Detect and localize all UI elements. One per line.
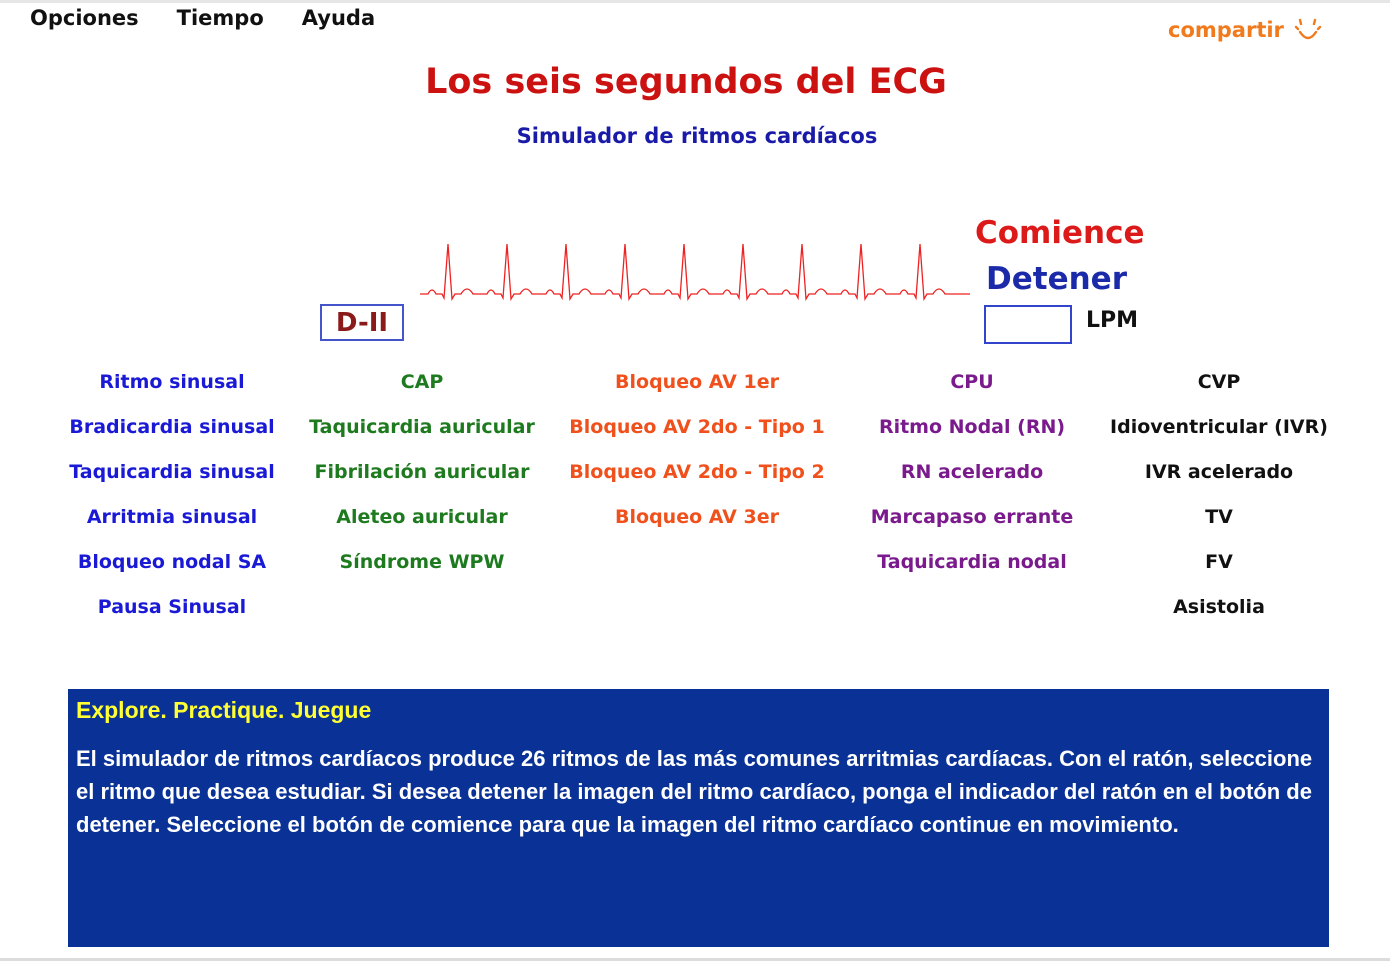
rhythm-arritmia-sinusal[interactable]: Arritmia sinusal	[86, 506, 258, 528]
rhythm-bloqueo-av-2do-tipo-2[interactable]: Bloqueo AV 2do - Tipo 2	[569, 461, 825, 483]
sinus-rhythms-column	[66, 366, 278, 636]
menu-bar	[30, 6, 375, 36]
info-body: El simulador de ritmos cardíacos produce 26 ritmos de las más comunes arritmias cardíacas. Con el ratón, seleccione el ritmo que desea estudiar. Si desea detener la imagen del ritmo cardíaco, ponga el indicador del ratón en el botón de detener. Seleccione el botón de comience para que la imagen del ritmo cardíaco continue en movimiento.	[76, 746, 1313, 837]
rhythm-bloqueo-av-1er[interactable]: Bloqueo AV 1er	[615, 371, 779, 393]
rhythm-fibrilacion-auricular[interactable]: Fibrilación auricular	[314, 461, 530, 483]
start-button[interactable]: Comience	[975, 215, 1145, 251]
page-title: Los seis segundos del ECG	[425, 62, 947, 102]
rhythm-fv[interactable]: FV	[1205, 551, 1233, 573]
rhythm-idioventricular[interactable]: Idioventricular (IVR)	[1110, 416, 1328, 438]
rhythm-cap[interactable]: CAP	[400, 371, 444, 393]
rhythm-taquicardia-auricular[interactable]: Taquicardia auricular	[309, 416, 535, 438]
rhythm-marcapaso-errante[interactable]: Marcapaso errante	[870, 506, 1074, 528]
rhythm-sindrome-wpw[interactable]: Síndrome WPW	[339, 551, 505, 573]
rhythm-ivr-acelerado[interactable]: IVR acelerado	[1144, 461, 1294, 483]
info-panel	[68, 689, 1329, 947]
rhythm-asistolia[interactable]: Asistolia	[1173, 596, 1265, 618]
bpm-unit-label: LPM	[1086, 308, 1139, 333]
ecg-trace	[420, 236, 970, 306]
share-label: compartir	[1168, 18, 1284, 42]
rhythm-ritmo-nodal[interactable]: Ritmo Nodal (RN)	[878, 416, 1066, 438]
rhythm-bloqueo-av-3er[interactable]: Bloqueo AV 3er	[615, 506, 779, 528]
rhythm-rn-acelerado[interactable]: RN acelerado	[900, 461, 1044, 483]
rhythm-bloqueo-av-2do-tipo-1[interactable]: Bloqueo AV 2do - Tipo 1	[569, 416, 825, 438]
menu-ayuda[interactable]: Ayuda	[301, 6, 376, 30]
rhythm-bloqueo-nodal-sa[interactable]: Bloqueo nodal SA	[77, 551, 267, 573]
atrial-rhythms-column	[306, 366, 538, 591]
junctional-rhythms-column	[866, 366, 1078, 591]
smiley-face-icon	[1294, 16, 1322, 44]
rhythm-cvp[interactable]: CVP	[1197, 371, 1241, 393]
top-border	[0, 0, 1390, 3]
info-heading: Explore. Practique. Juegue	[76, 697, 372, 723]
menu-opciones[interactable]: Opciones	[30, 6, 139, 30]
page-subtitle: Simulador de ritmos cardíacos	[516, 124, 878, 148]
rhythm-ritmo-sinusal[interactable]: Ritmo sinusal	[99, 371, 245, 393]
rhythm-pausa-sinusal[interactable]: Pausa Sinusal	[97, 596, 247, 618]
rhythm-tv[interactable]: TV	[1205, 506, 1233, 528]
bpm-field[interactable]	[984, 305, 1072, 344]
stop-button[interactable]: Detener	[986, 261, 1127, 297]
rhythm-aleteo-auricular[interactable]: Aleteo auricular	[336, 506, 508, 528]
ventricular-rhythms-column	[1106, 366, 1332, 636]
menu-tiempo[interactable]: Tiempo	[176, 6, 264, 30]
lead-selector[interactable]: D-II	[320, 304, 404, 341]
rhythm-bradicardia-sinusal[interactable]: Bradicardia sinusal	[69, 416, 275, 438]
share-button[interactable]	[1168, 16, 1322, 44]
rhythm-taquicardia-sinusal[interactable]: Taquicardia sinusal	[69, 461, 275, 483]
rhythm-taquicardia-nodal[interactable]: Taquicardia nodal	[877, 551, 1067, 573]
rhythm-cpu[interactable]: CPU	[950, 371, 994, 393]
av-block-rhythms-column	[566, 366, 828, 546]
